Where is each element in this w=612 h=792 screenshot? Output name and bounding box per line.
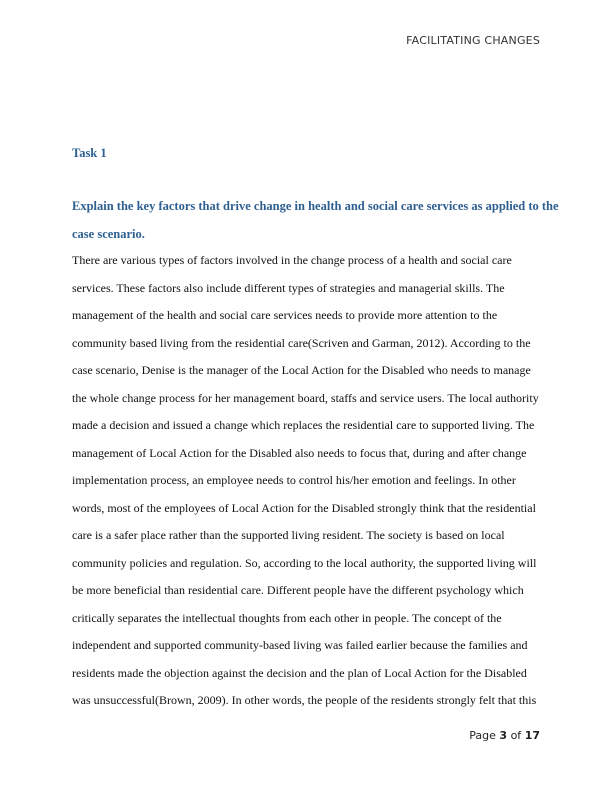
paragraph-line: community policies and regulation. So, according to the local authority, the supported living will <box>72 555 537 570</box>
paragraph-line: residents made the objection against the decision and the plan of Local Action for the Disabled <box>72 665 527 680</box>
section-heading <box>72 193 559 248</box>
paragraph-line: There are various types of factors involved in the change process of a health and social care <box>72 253 512 267</box>
paragraph-line: made a decision and issued a change which replaces the residential care to supported living. The <box>72 418 535 432</box>
task-title: Task 1 <box>72 146 107 160</box>
body-paragraph <box>72 247 542 715</box>
paragraph-line: critically separates the intellectual thoughts from each other in people. The concept of the <box>72 610 502 625</box>
paragraph-line: case scenario, Denise is the manager of the Local Action for the Disabled who needs to manage <box>72 363 531 377</box>
paragraph-line: words, most of the employees of Local Action for the Disabled strongly think that the residential <box>72 500 536 515</box>
paragraph-line: care is a safer place rather than the supported living resident. The society is based on local <box>72 528 505 542</box>
section-heading-line: Explain the key factors that drive change in health and social care services as applied to the <box>72 199 559 213</box>
current-page-number: 3 <box>499 729 508 742</box>
page-label: Page <box>469 729 496 742</box>
paragraph-line: community based living from the residential care(Scriven and Garman, 2012). According to the <box>72 335 531 350</box>
page-number-footer <box>469 729 540 742</box>
paragraph-line: the whole change process for her management board, staffs and service users. The local authority <box>72 390 539 405</box>
paragraph-line: management of Local Action for the Disabled also needs to focus that, during and after change <box>72 445 527 460</box>
paragraph-line: be more beneficial than residential care. Different people have the different psychology which <box>72 583 524 597</box>
paragraph-line: management of the health and social care services needs to provide more attention to the <box>72 308 498 322</box>
paragraph-line: independent and supported community-based living was failed earlier because the families and <box>72 638 528 652</box>
paragraph-line: implementation process, an employee needs to control his/her emotion and feelings. In other <box>72 473 516 487</box>
of-label: of <box>510 729 522 742</box>
total-page-count: 17 <box>524 729 540 742</box>
paragraph-line: was unsuccessful(Brown, 2009). In other words, the people of the residents strongly felt that this <box>72 693 537 707</box>
running-header: FACILITATING CHANGES <box>406 34 540 47</box>
paragraph-line: services. These factors also include different types of strategies and managerial skills. The <box>72 280 505 295</box>
section-heading-line: case scenario. <box>72 226 145 241</box>
